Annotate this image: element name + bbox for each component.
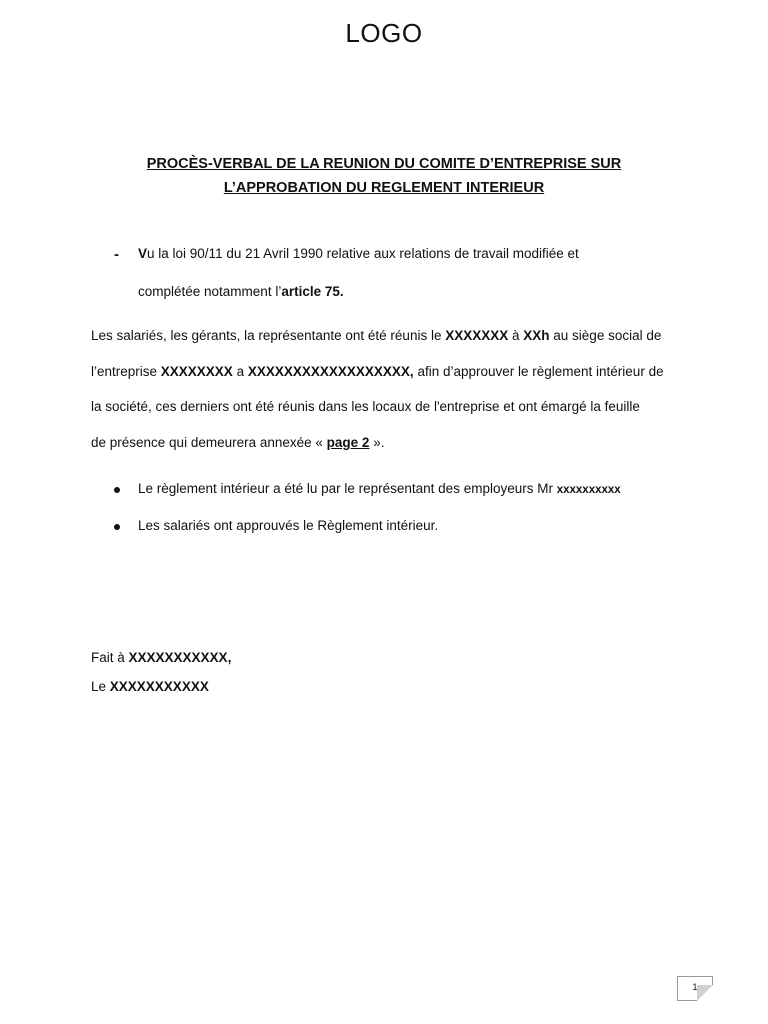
bold-initial: V [138,246,148,261]
text-segment: afin d’approuver le règlement intérieur de [413,364,664,379]
title-line-2: L’APPROBATION DU REGLEMENT INTERIEUR [223,180,545,196]
text-segment: à [508,328,524,343]
text-segment: Les salariés, les gérants, la représentante ont été réunis le [91,328,446,343]
dash-item-line-2 [138,284,344,299]
document-title [0,152,768,200]
bullet-dot-icon [114,487,120,493]
signature-date [91,679,209,694]
company-placeholder: XXXXXXXX [160,364,233,379]
paragraph-line-4 [91,435,384,450]
time-placeholder: XXh [523,328,550,343]
page-reference-link: page 2 [326,435,370,450]
article-reference: article 75. [281,284,344,299]
place-placeholder: XXXXXXXXXXX, [128,650,232,665]
bullet-text [138,481,621,496]
bullet-dot-icon [114,524,120,530]
name-placeholder: xxxxxxxxxx [556,484,621,496]
dash-item-line-1 [138,246,579,261]
paragraph-line-3: la société, ces derniers ont été réunis dans les locaux de l'entreprise et ont émargé la feuille [91,399,640,414]
text-segment: l’entreprise [91,364,161,379]
dash-item-line-1-text: u la loi 90/11 du 21 Avril 1990 relative aux relations de travail modifiée et [147,246,579,261]
bullet-text: Les salariés ont approuvés le Règlement intérieur. [138,518,439,533]
dash-marker: - [114,246,119,263]
text-segment: Le règlement intérieur a été lu par le représentant des employeurs Mr [138,481,557,496]
address-placeholder: XXXXXXXXXXXXXXXXXX, [247,364,414,379]
text-segment: Fait à [91,650,129,665]
paragraph-line-2 [91,364,664,379]
date-placeholder: XXXXXXX [445,328,509,343]
signature-place [91,650,231,665]
date-placeholder: XXXXXXXXXXX [109,679,209,694]
page-curl-icon [697,985,713,1001]
paragraph-line-1 [91,328,661,343]
text-segment: Le [91,679,110,694]
page-number: 1 [692,982,698,992]
text-segment: de présence qui demeurera annexée « [91,435,327,450]
title-line-1: PROCÈS-VERBAL DE LA REUNION DU COMITE D’ENTREPRISE SUR [146,156,622,172]
text-segment: ». [369,435,385,450]
text-segment: au siège social de [549,328,662,343]
logo-placeholder: LOGO [345,18,423,48]
dash-item-line-2-text: complétée notamment l’ [138,284,282,299]
text-segment: a [232,364,248,379]
page-number-box [677,976,713,1001]
